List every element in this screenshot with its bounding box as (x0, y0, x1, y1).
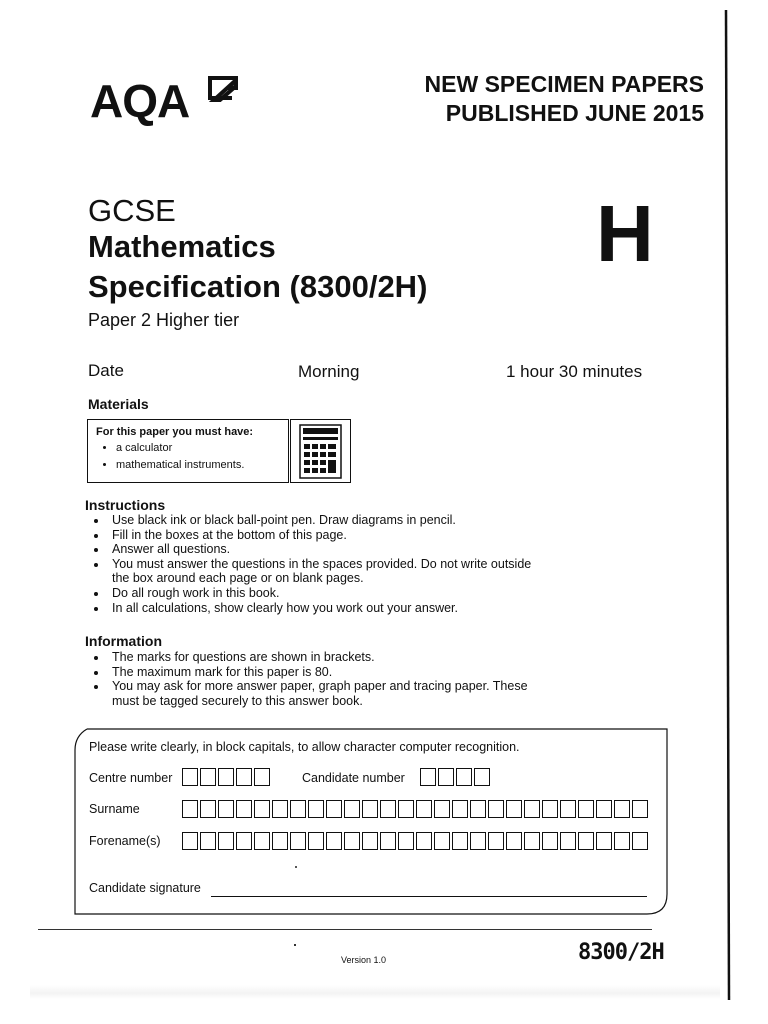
character-box[interactable] (614, 832, 630, 850)
candidate-number-label: Candidate number (302, 771, 405, 785)
character-box[interactable] (506, 800, 522, 818)
character-box[interactable] (344, 832, 360, 850)
character-box[interactable] (456, 768, 472, 786)
information-item: • The marks for questions are shown in brackets. (108, 650, 548, 665)
character-box[interactable] (236, 832, 252, 850)
instruction-item: • Fill in the boxes at the bottom of this page. (108, 528, 548, 543)
character-box[interactable] (290, 800, 306, 818)
centre-number-label: Centre number (89, 771, 173, 785)
character-box[interactable] (632, 832, 648, 850)
character-box[interactable] (470, 800, 486, 818)
character-box[interactable] (254, 832, 270, 850)
character-box[interactable] (344, 800, 360, 818)
signature-line[interactable] (211, 896, 647, 897)
character-box[interactable] (488, 800, 504, 818)
signature-label: Candidate signature (89, 881, 201, 895)
instruction-item: • In all calculations, show clearly how you work out your answer. (108, 601, 548, 616)
character-box[interactable] (474, 768, 490, 786)
character-box[interactable] (200, 800, 216, 818)
information-item: • The maximum mark for this paper is 80. (108, 665, 548, 680)
character-box[interactable] (200, 832, 216, 850)
character-box[interactable] (272, 800, 288, 818)
character-box[interactable] (542, 832, 558, 850)
instructions-list (86, 513, 548, 615)
materials-item: • a calculator (116, 440, 244, 457)
character-box[interactable] (218, 832, 234, 850)
character-box[interactable] (434, 800, 450, 818)
character-box[interactable] (420, 768, 436, 786)
character-box[interactable] (218, 800, 234, 818)
banner-line-1: NEW SPECIMEN PAPERS (424, 71, 704, 97)
banner-line-2: PUBLISHED JUNE 2015 (445, 100, 704, 126)
instruction-item: • You must answer the questions in the spaces provided. Do not write outside the box around each page or on blank pages. (108, 557, 548, 586)
stray-mark (294, 944, 296, 946)
character-box[interactable] (254, 800, 270, 818)
session-label: Morning (298, 362, 360, 381)
form-instruction: Please write clearly, in block capitals, to allow character computer recognition. (89, 740, 520, 754)
aqa-logo-mark-icon (206, 74, 240, 104)
materials-heading: For this paper you must have: (96, 426, 254, 438)
character-box[interactable] (452, 800, 468, 818)
character-box[interactable] (398, 832, 414, 850)
character-box[interactable] (182, 832, 198, 850)
page-edge (724, 10, 732, 1000)
character-box[interactable] (596, 832, 612, 850)
subject-title: Mathematics (88, 229, 276, 264)
character-box[interactable] (596, 800, 612, 818)
footer-rule (38, 929, 652, 930)
materials-title: Materials (88, 396, 149, 412)
character-box[interactable] (560, 800, 576, 818)
character-box[interactable] (524, 832, 540, 850)
duration-label: 1 hour 30 minutes (506, 362, 643, 381)
character-box[interactable] (470, 832, 486, 850)
information-title: Information (85, 633, 162, 649)
materials-list (96, 440, 244, 474)
character-box[interactable] (308, 800, 324, 818)
character-box[interactable] (236, 768, 252, 786)
forename-input[interactable] (182, 832, 650, 850)
materials-box (87, 419, 289, 483)
specification-title: Specification (8300/2H) (88, 269, 428, 304)
character-box[interactable] (578, 800, 594, 818)
surname-label: Surname (89, 802, 140, 816)
character-box[interactable] (434, 832, 450, 850)
character-box[interactable] (326, 800, 342, 818)
character-box[interactable] (398, 800, 414, 818)
character-box[interactable] (488, 832, 504, 850)
candidate-number-input[interactable] (420, 768, 492, 786)
character-box[interactable] (218, 768, 234, 786)
character-box[interactable] (326, 832, 342, 850)
character-box[interactable] (362, 800, 378, 818)
specimen-banner (425, 70, 704, 128)
information-item: • You may ask for more answer paper, graph paper and tracing paper. These must be tagged securely to this answer book. (108, 679, 548, 708)
character-box[interactable] (578, 832, 594, 850)
instruction-item: • Use black ink or black ball-point pen. Draw diagrams in pencil. (108, 513, 548, 528)
character-box[interactable] (524, 800, 540, 818)
character-box[interactable] (614, 800, 630, 818)
character-box[interactable] (290, 832, 306, 850)
tier-letter: H (596, 189, 654, 278)
instructions-title: Instructions (85, 497, 166, 513)
character-box[interactable] (542, 800, 558, 818)
character-box[interactable] (416, 800, 432, 818)
character-box[interactable] (380, 832, 396, 850)
aqa-logo (90, 75, 190, 127)
stray-mark (295, 866, 297, 868)
qualification-title: GCSE (88, 193, 176, 228)
character-box[interactable] (506, 832, 522, 850)
character-box[interactable] (632, 800, 648, 818)
version-label: Version 1.0 (341, 955, 387, 965)
forename-label: Forename(s) (89, 834, 161, 848)
character-box[interactable] (362, 832, 378, 850)
materials-item: • mathematical instruments. (116, 457, 244, 474)
character-box[interactable] (254, 768, 270, 786)
character-box[interactable] (380, 800, 396, 818)
character-box[interactable] (272, 832, 288, 850)
character-box[interactable] (182, 800, 198, 818)
character-box[interactable] (236, 800, 252, 818)
centre-number-input[interactable] (182, 768, 272, 786)
calculator-box (290, 419, 351, 483)
character-box[interactable] (452, 832, 468, 850)
information-list (86, 650, 548, 708)
instruction-item: • Answer all questions. (108, 542, 548, 557)
paper-subtitle: Paper 2 Higher tier (88, 310, 240, 330)
logo-text: AQA (90, 75, 190, 127)
character-box[interactable] (308, 832, 324, 850)
calculator-icon (291, 420, 350, 482)
scan-shadow (30, 985, 720, 999)
character-box[interactable] (416, 832, 432, 850)
character-box[interactable] (200, 768, 216, 786)
date-label: Date (88, 361, 124, 380)
character-box[interactable] (182, 768, 198, 786)
character-box[interactable] (438, 768, 454, 786)
instruction-item: • Do all rough work in this book. (108, 586, 548, 601)
surname-input[interactable] (182, 800, 650, 818)
character-box[interactable] (560, 832, 576, 850)
paper-code: 8300/2H (578, 940, 664, 965)
